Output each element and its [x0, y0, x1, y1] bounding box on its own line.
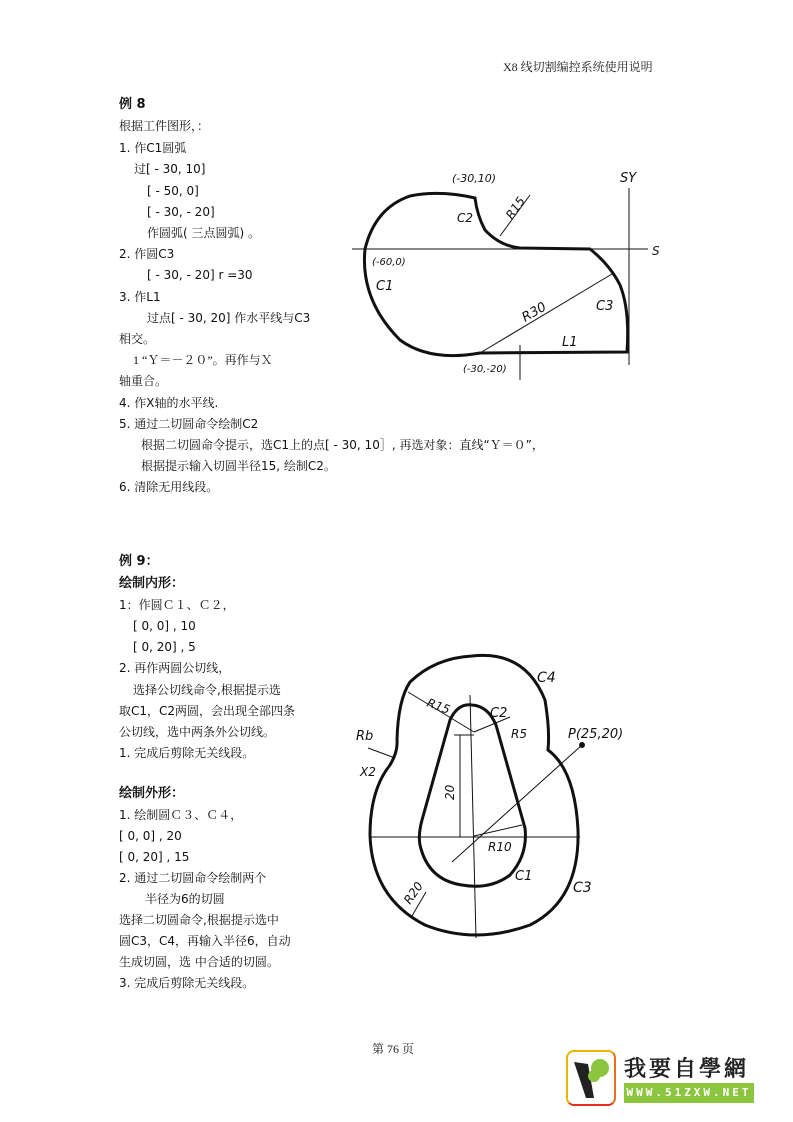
ex8-step: 1. 作C1圆弧 — [119, 141, 187, 155]
ex8-step: 2. 作圆C3 — [119, 247, 175, 261]
label-bottom-point: (-30,-20) — [463, 364, 507, 375]
label-top-point: (-30,10) — [452, 172, 497, 185]
ex9-inner-step: 取C1，C2两圆，会出现全部四条 — [119, 704, 296, 718]
example9-heading: 例 9： — [119, 554, 159, 569]
outer-shape-heading: 绘制外形： — [119, 786, 185, 801]
ex8-step: 6. 清除无用线段。 — [119, 480, 219, 494]
site-logo — [566, 1050, 756, 1108]
ex8-step: 3. 作L1 — [119, 290, 161, 304]
ex9-outer-step: 1. 绘制圆Ｃ３、Ｃ４， — [119, 808, 243, 822]
label-c2: C2 — [490, 706, 508, 721]
ex8-step: 根据二切圆命令提示，选C1上的点[ - 30, 10］, 再选对象：直线“Ｙ＝０”， — [141, 438, 544, 452]
ex9-inner-step: 1. 完成后剪除无关线段。 — [119, 746, 255, 760]
ex8-step: 过[ - 30, 10] — [134, 162, 206, 176]
workpiece-outline — [364, 193, 627, 355]
outer-outline — [370, 655, 578, 935]
logo-url: WWW.51ZXW.NET — [624, 1083, 754, 1103]
label-r30: R30 — [519, 299, 550, 326]
point-p — [579, 742, 585, 748]
label-c3: C3 — [573, 880, 592, 896]
ex8-step: [ - 30, - 20] — [147, 205, 215, 219]
ex9-outer-step: [ 0, 20] , 15 — [119, 850, 190, 864]
ex9-outer-step: 3. 完成后剪除无关线段。 — [119, 976, 255, 990]
ex9-outer-step: [ 0, 0] , 20 — [119, 829, 182, 843]
example8-figure — [330, 160, 670, 390]
label-r6: Rb — [356, 729, 374, 744]
label-r5: R5 — [511, 727, 527, 741]
label-r20: R20 — [400, 879, 426, 907]
label-dim20: 20 — [443, 784, 457, 800]
running-header: X8 线切割编控系统使用说明 — [503, 60, 653, 74]
ex9-outer-step: 选择二切圆命令,根据提示选中 — [119, 913, 279, 927]
ex9-outer-step: 2. 通过二切圆命令绘制两个 — [119, 871, 267, 885]
label-sx: S — [652, 244, 660, 258]
ex9-inner-step: 公切线，选中两条外公切线。 — [119, 725, 276, 739]
ex8-step: 5. 通过二切圆命令绘制C2 — [119, 417, 259, 431]
label-l1: L1 — [562, 335, 578, 350]
label-r15: R15 — [502, 194, 528, 222]
example8-intro: 根据工件图形，： — [119, 119, 210, 133]
label-x2: X2 — [360, 765, 376, 779]
ex9-inner-step: [ 0, 0] , 10 — [133, 619, 196, 633]
ex8-step: 作圆弧( 三点圆弧) 。 — [147, 226, 260, 240]
label-r10: R10 — [488, 840, 512, 854]
ex9-inner-step: [ 0, 20] , 5 — [133, 640, 196, 654]
label-c4: C4 — [537, 670, 556, 686]
label-left-point: (-60,0) — [372, 257, 406, 268]
ex8-step: 根据提示输入切圆半径15, 绘制C2。 — [141, 459, 336, 473]
ex9-outer-step: 半径为6的切圆 — [145, 892, 225, 906]
logo-v-icon — [566, 1050, 616, 1106]
label-r15: R15 — [424, 695, 452, 717]
inner-shape-heading: 绘制内形： — [119, 576, 185, 591]
example8-heading: 例 8 — [119, 97, 146, 112]
logo-title: 我要自學網 — [624, 1057, 750, 1082]
ex9-inner-step: 1：作圆Ｃ１、Ｃ２， — [119, 598, 235, 612]
label-c1: C1 — [376, 279, 394, 294]
ex9-inner-step: 2. 再作两圆公切线， — [119, 661, 231, 675]
label-c3: C3 — [596, 299, 614, 314]
label-sy: SY — [620, 171, 637, 186]
ex8-step: 过点[ - 30, 20] 作水平线与C3 — [147, 311, 311, 325]
ex9-outer-step: 圆C3，C4，再输入半径6，自动 — [119, 934, 291, 948]
ex9-outer-step: 生成切圆，选 中合适的切圆。 — [119, 955, 279, 969]
label-c2: C2 — [457, 211, 474, 225]
label-c1: C1 — [515, 869, 533, 884]
r6-leader — [368, 748, 395, 758]
ex8-step: 4. 作X轴的水平线. — [119, 396, 219, 410]
label-point-p: P(25,20) — [568, 727, 624, 742]
r10-leader — [474, 825, 522, 836]
example9-figure — [350, 640, 670, 970]
ex8-step: 轴重合。 — [119, 374, 168, 388]
ex8-step: 1 “Ｙ＝－２０”。再作与Ｘ — [133, 353, 273, 367]
ex8-step: [ - 30, - 20] r =30 — [147, 268, 253, 282]
ex8-step: 相交。 — [119, 332, 156, 346]
ex8-step: [ - 50, 0] — [147, 184, 199, 198]
ex9-inner-step: 选择公切线命令,根据提示选 — [133, 683, 281, 697]
page-number: 第 76 页 — [372, 1042, 415, 1056]
